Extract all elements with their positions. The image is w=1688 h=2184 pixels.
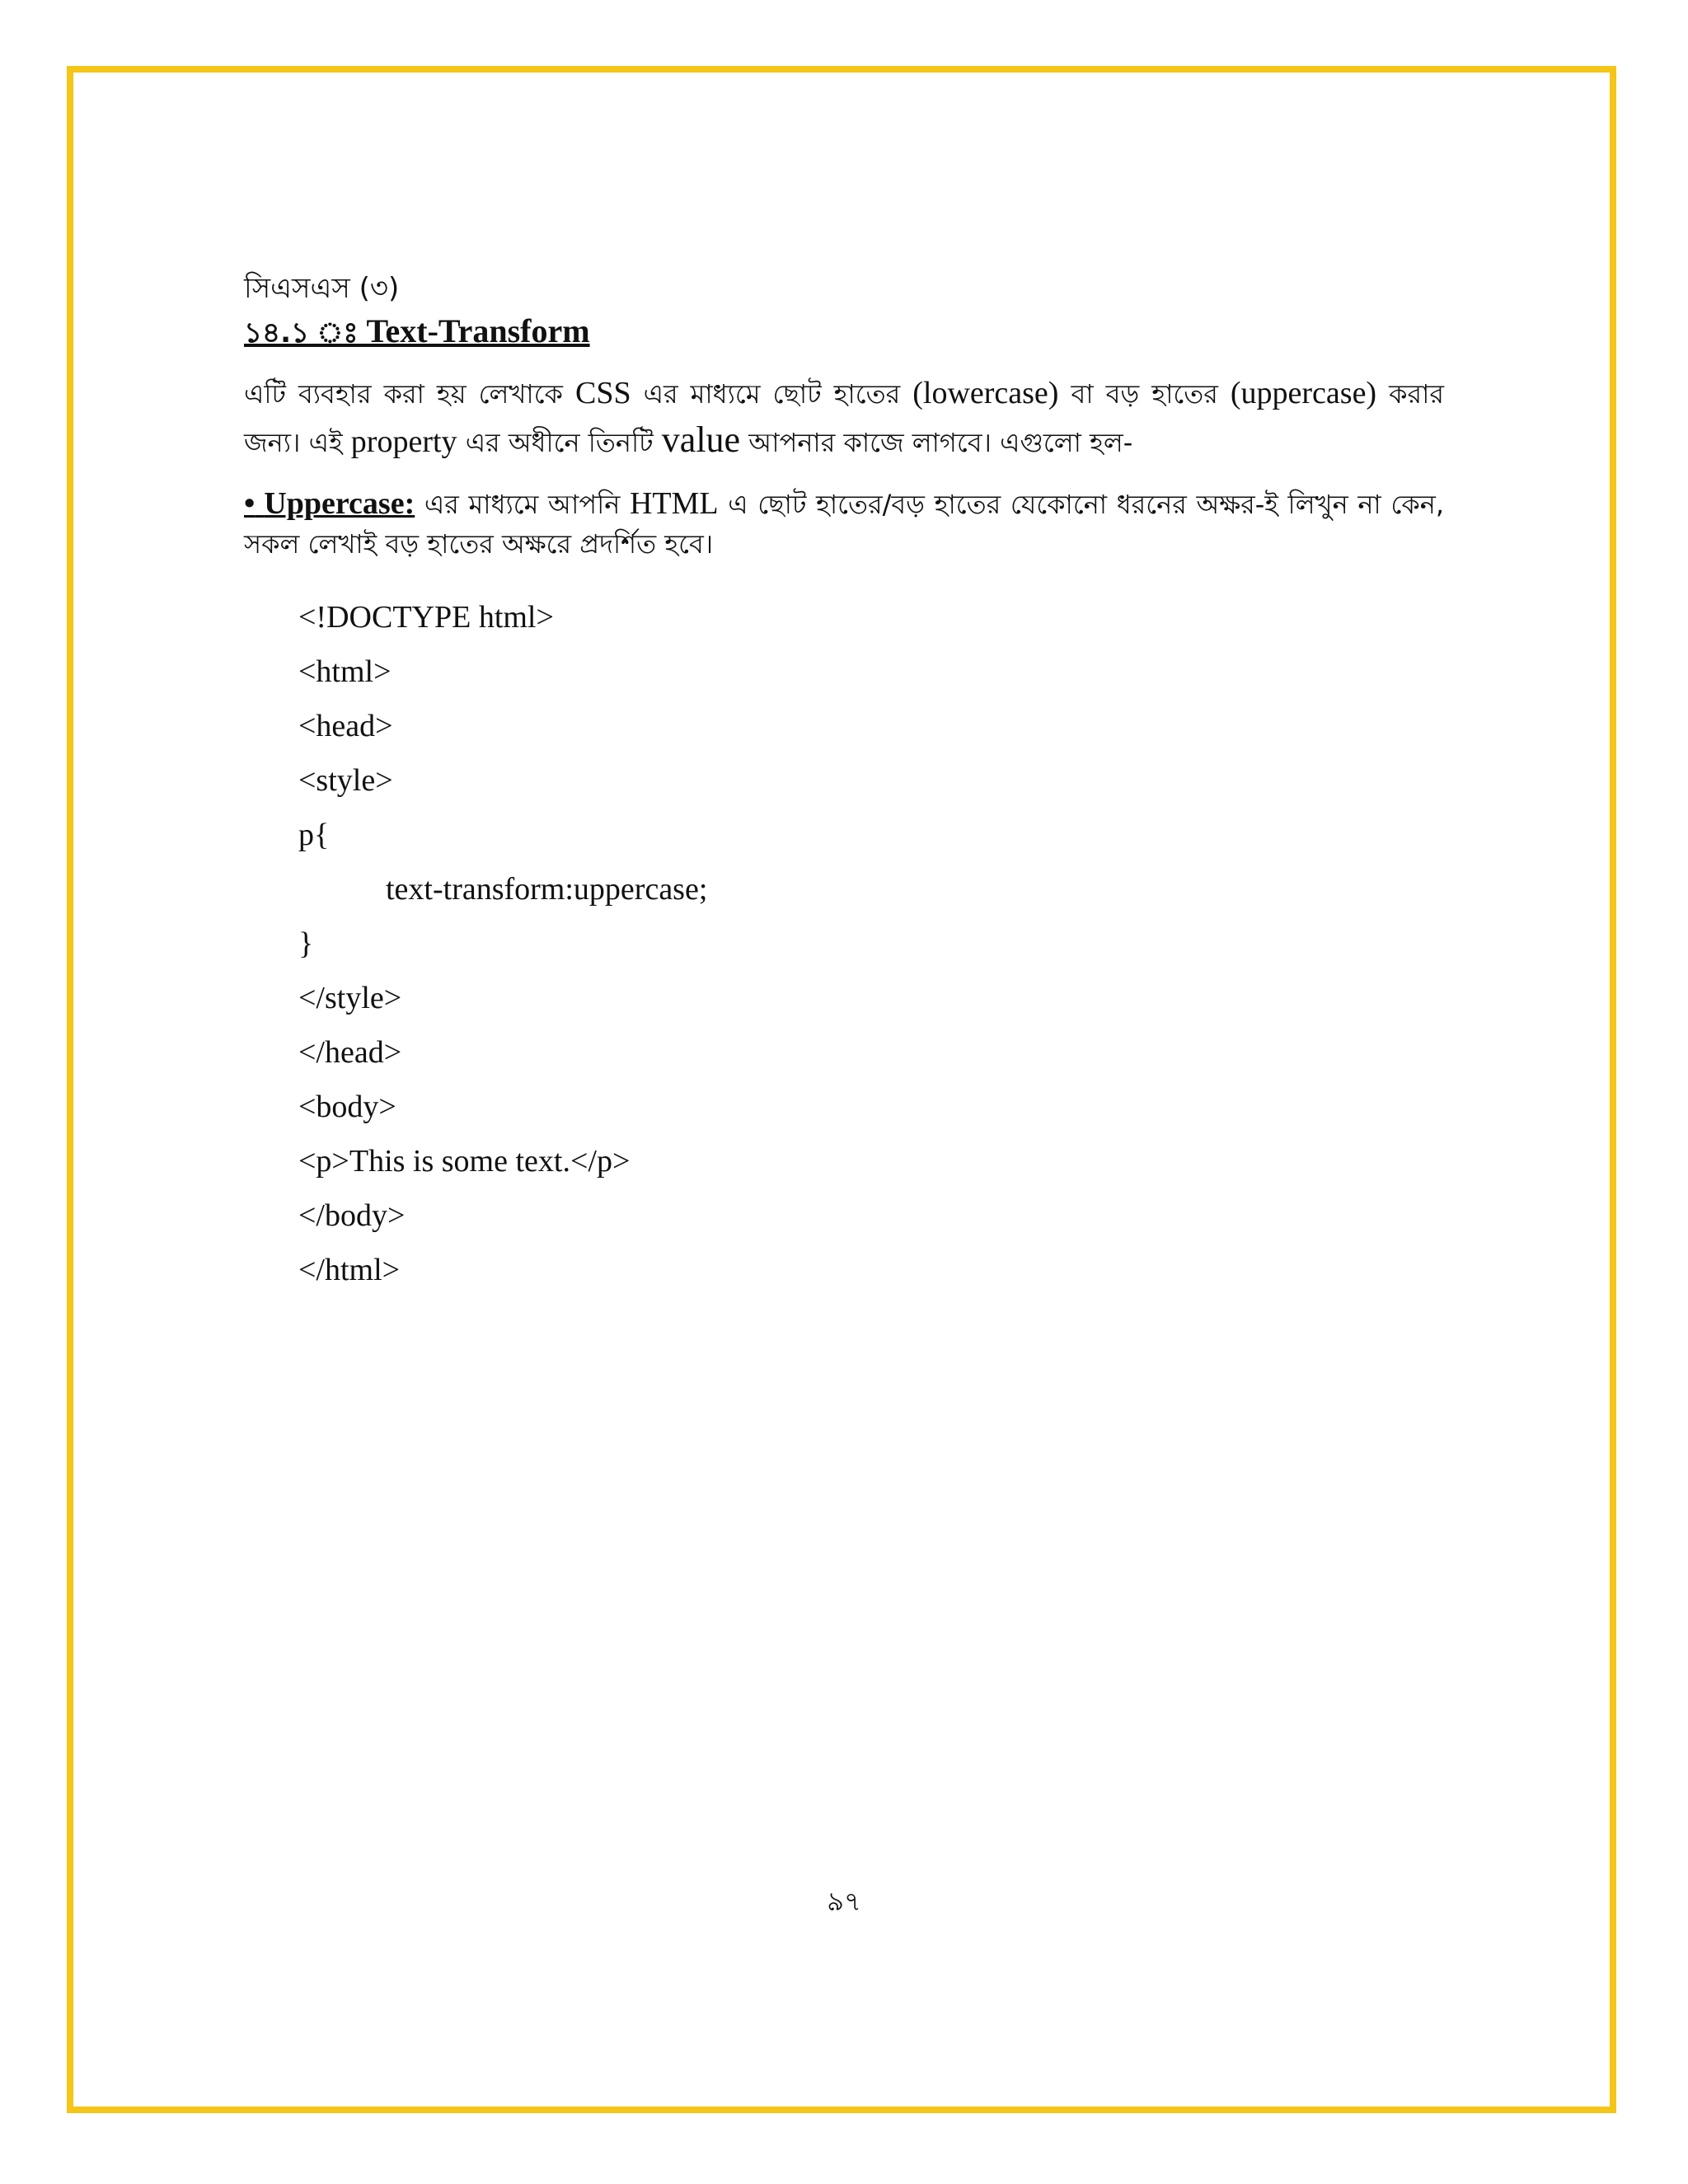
intro-paragraph <box>244 370 1444 466</box>
code-line: <head> <box>298 709 393 743</box>
code-line: <style> <box>298 763 393 798</box>
intro-text-3: বা বড় হাতের <box>1058 378 1231 410</box>
code-line: </style> <box>298 981 402 1015</box>
bullet-term <box>244 486 415 521</box>
code-line: </head> <box>298 1035 402 1070</box>
intro-text-6: আপনার কাজে লাগবে। এগুলো হল- <box>740 427 1133 458</box>
bullet-html: HTML <box>629 486 719 521</box>
page-content <box>244 268 1444 1297</box>
code-line: text-transform:uppercase; <box>386 872 708 907</box>
intro-uppercase: (uppercase) <box>1230 376 1377 410</box>
code-line: <body> <box>298 1090 396 1124</box>
code-line: </body> <box>298 1198 406 1233</box>
bullet-text-2: এ ছোট হাতের/বড় হাতের যেকোনো ধরনের অক্ষর-ই লিখুন না কেন, সকল লেখাই বড় হাতের অক্ষরে প্রদর্শিত হবে। <box>244 489 1444 560</box>
intro-text-5: এর অধীনে তিনটি <box>457 427 662 458</box>
chapter-title: সিএসএস (৩) <box>244 272 400 305</box>
section-number: ১৪.১ ঃ <box>244 316 359 349</box>
bullet-term-label: Uppercase: <box>264 486 415 521</box>
bullet-text-1: এর মাধ্যমে আপনি <box>415 489 630 520</box>
intro-text-4: করার জন্য। এই <box>244 378 1444 458</box>
bullet-uppercase <box>244 484 1444 564</box>
intro-property: property <box>350 424 457 459</box>
code-line: <p>This is some text.</p> <box>298 1144 631 1179</box>
code-line: </html> <box>298 1253 401 1287</box>
intro-lowercase: (lowercase) <box>912 376 1059 410</box>
section-title: Text-Transform <box>366 312 590 349</box>
intro-text-1: এটি ব্যবহার করা হয় লেখাকে <box>244 378 575 410</box>
intro-value: value <box>661 419 741 460</box>
code-line: } <box>298 926 314 961</box>
intro-text-2: এর মাধ্যমে ছোট হাতের <box>631 378 913 410</box>
code-example <box>298 590 1444 1297</box>
code-line: p{ <box>298 818 330 852</box>
code-line: <!DOCTYPE html> <box>298 600 554 635</box>
page-number: ৯৭ <box>827 1886 861 1917</box>
section-heading <box>244 309 1444 355</box>
bullet-marker: • <box>244 486 256 521</box>
intro-css: CSS <box>574 376 631 410</box>
code-line: <html> <box>298 654 392 689</box>
